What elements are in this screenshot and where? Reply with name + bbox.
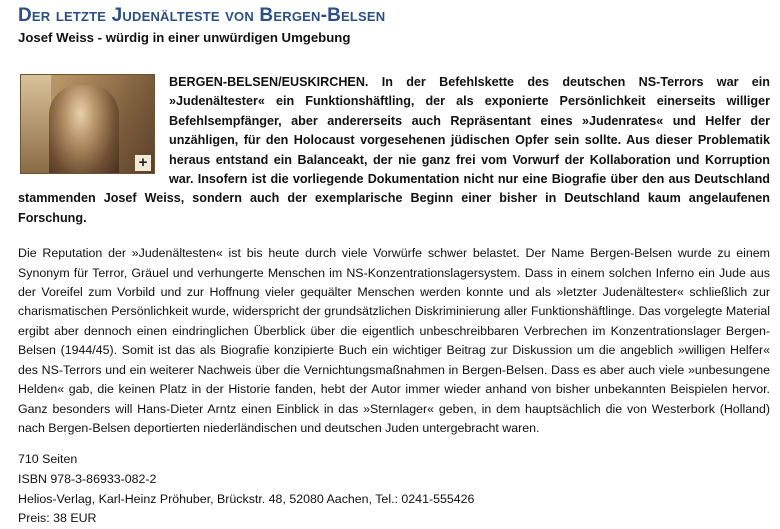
lead-section (18, 73, 770, 228)
page-subtitle: Josef Weiss - würdig in einer unwürdigen Umgebung (18, 30, 351, 45)
lead-paragraph: BERGEN-BELSEN/EUSKIRCHEN. In der Befehlskette des deutschen NS-Terrors war ein »Judenältester« ein Funktionshäftling, der als exponierte Persönlichkeit einerseits williger Befehlsempfänger, aber andererseits auch Repräsentant eines »Judenrates« und Helfer der unzähligen, für den Holocaust vorgesehenen jüdischen Opfer sein sollte. Aus dieser Problematik heraus entstand ein Balanceakt, der nie ganz frei vom Vorwurf der Kollaboration und Korruption war. Insofern ist die vorliegende Dokumentation nicht nur eine Biografie über den aus Deutschland stammenden Josef Weiss, sondern auch der exemplarische Beginn einer bisher in Deutschland kaum angelaufenen Forschung. (18, 75, 770, 225)
book-details (18, 450, 770, 528)
book-cover-image[interactable] (20, 74, 155, 174)
price: Preis: 38 EUR (18, 511, 97, 526)
portrait-figure (49, 85, 119, 174)
body-paragraph: Die Reputation der »Judenältesten« ist bis heute durch viele Vorwürfe schwer belastet. Der Name Bergen-Belsen wurde zu einem Synonym für Terror, Gräuel und verhungerte Menschen im NS-Konzentrationslagersystem. Dass in einem solchen Inferno ein Jude aus der Voreifel zum Vorbild und zur Hoffnung vieler gequälter Menschen werden konnte und als »letzter Judenältester« schließlich zur charismatischen Persönlichkeit wurde, widerspricht der grundsätzlichen Diskriminierung aller Funktionshäftlinge. Das vorgelegte Material ergibt aber dennoch einen eindringlichen Überblick über die eigentlich unbeschreibbaren Verbrechen im Konzentrationslager Bergen-Belsen (1944/45). Somit ist das als Biografie konzipierte Buch ein wichtiger Beitrag zur Diskussion um die angeblich »willigen Helfer« des NS-Terrors und ein weiterer Nachweis über die Vernichtungsmaßnahmen in Bergen-Belsen. Dass es aber auch viele »unbesungene Helden« gab, die keinen Platz in der Historie fanden, hebt der Autor immer wieder anhand von bisher unbekannten Beispielen hervor. Ganz besonders will Hans-Dieter Arntz einen Einblick in das »Sternlager« geben, in dem hauptsächlich die von Westerbork (Holland) nach Bergen-Belsen deportierten niederländischen und deutschen Juden untergebracht waren. (18, 246, 770, 435)
page-count: 710 Seiten (18, 452, 78, 467)
page-title: Der letzte Judenälteste von Bergen-Belsen (18, 5, 386, 26)
zoom-plus-icon[interactable]: + (135, 155, 151, 171)
isbn: ISBN 978-3-86933-082-2 (18, 471, 157, 486)
publisher: Helios-Verlag, Karl-Heinz Pröhuber, Brückstr. 48, 52080 Aachen, Tel.: 0241-555426 (18, 491, 475, 506)
photo-background (21, 75, 51, 173)
